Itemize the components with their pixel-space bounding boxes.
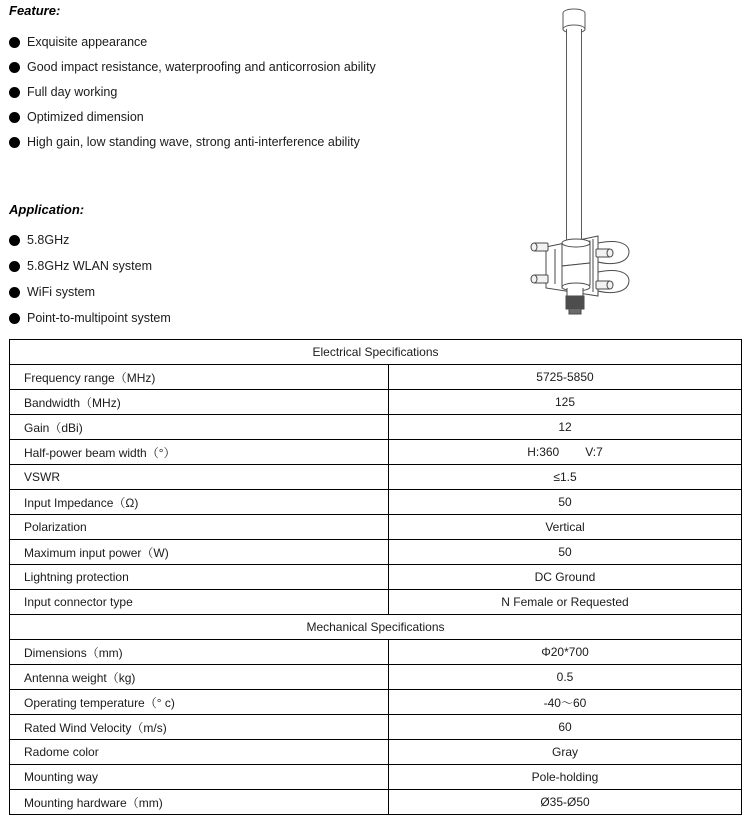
application-item — [9, 279, 171, 305]
product-overview-area — [0, 0, 750, 338]
mechanical-specifications-header-label: Mechanical Specifications — [10, 615, 742, 640]
spec-value-cell: 60 — [389, 715, 742, 740]
spec-value-cell: 5725-5850 — [389, 365, 742, 390]
spec-label-cell: Maximum input power（W) — [10, 540, 389, 565]
bullet-dot-icon — [9, 261, 20, 272]
spec-label-cell: Rated Wind Velocity（m/s) — [10, 715, 389, 740]
horizontal-beamwidth-value: H:360 — [527, 445, 560, 459]
table-row — [10, 365, 742, 390]
table-row — [10, 690, 742, 715]
spec-value-cell: 125 — [389, 390, 742, 415]
table-row — [10, 465, 742, 490]
feature-item-label: Good impact resistance, waterproofing and anticorrosion ability — [27, 60, 376, 75]
spec-label-cell: Antenna weight（kg) — [10, 665, 389, 690]
table-row — [10, 590, 742, 615]
antenna-radome-group — [563, 9, 585, 250]
spec-label-cell: Gain（dBi) — [10, 415, 389, 440]
spec-value-cell — [389, 440, 742, 465]
spec-value-cell: -40〜60 — [389, 690, 742, 715]
spec-value-cell: Gray — [389, 740, 742, 765]
feature-item — [9, 30, 376, 55]
table-row — [10, 490, 742, 515]
application-list — [9, 227, 171, 331]
table-row — [10, 540, 742, 565]
spec-value-cell: Ø35-Ø50 — [389, 790, 742, 815]
feature-list — [9, 30, 376, 155]
application-item — [9, 305, 171, 331]
bullet-dot-icon — [9, 137, 20, 148]
specifications-table — [9, 339, 742, 815]
spec-label-cell: Polarization — [10, 515, 389, 540]
table-row — [10, 765, 742, 790]
spec-label-cell: Bandwidth（MHz) — [10, 390, 389, 415]
spec-value-cell: DC Ground — [389, 565, 742, 590]
application-item-label: 5.8GHz — [27, 232, 70, 247]
spec-value-cell: 50 — [389, 540, 742, 565]
application-item — [9, 253, 171, 279]
feature-item — [9, 55, 376, 80]
spec-value-cell: 12 — [389, 415, 742, 440]
spec-label-cell: Input Impedance（Ω) — [10, 490, 389, 515]
spec-label-cell: Dimensions（mm) — [10, 640, 389, 665]
feature-item-label: Optimized dimension — [27, 110, 144, 125]
spec-label-cell: Operating temperature（° c) — [10, 690, 389, 715]
spec-label-cell: VSWR — [10, 465, 389, 490]
table-row — [10, 715, 742, 740]
application-item-label: Point-to-multipoint system — [27, 310, 171, 325]
antenna-product-image — [500, 0, 680, 330]
application-item-label: WiFi system — [27, 284, 96, 299]
feature-item — [9, 105, 376, 130]
table-row — [10, 640, 742, 665]
application-heading: Application: — [9, 202, 85, 217]
feature-item-label: High gain, low standing wave, strong anti-interference ability — [27, 135, 360, 150]
vertical-beamwidth-value: V:7 — [585, 445, 603, 459]
spec-value-cell: Vertical — [389, 515, 742, 540]
bullet-dot-icon — [9, 87, 20, 98]
feature-item-label: Exquisite appearance — [27, 35, 148, 50]
spec-value-cell: Pole-holding — [389, 765, 742, 790]
electrical-specifications-header — [10, 340, 742, 365]
bullet-dot-icon — [9, 62, 20, 73]
spec-value-cell: ≤1.5 — [389, 465, 742, 490]
feature-item — [9, 130, 376, 155]
table-row — [10, 665, 742, 690]
spec-value-cell: Φ20*700 — [389, 640, 742, 665]
application-item-label: 5.8GHz WLAN system — [27, 258, 153, 273]
feature-item — [9, 80, 376, 105]
pole-mount-bracket — [546, 236, 629, 296]
table-row — [10, 565, 742, 590]
table-row — [10, 515, 742, 540]
spec-label-cell: Radome color — [10, 740, 389, 765]
spec-label-cell: Input connector type — [10, 590, 389, 615]
spec-label-cell: Frequency range（MHz) — [10, 365, 389, 390]
table-row — [10, 415, 742, 440]
feature-heading: Feature: — [9, 3, 61, 18]
feature-item-label: Full day working — [27, 85, 118, 100]
spec-label-cell: Mounting way — [10, 765, 389, 790]
table-row — [10, 390, 742, 415]
table-row — [10, 790, 742, 815]
bullet-dot-icon — [9, 112, 20, 123]
bullet-dot-icon — [9, 313, 20, 324]
electrical-specifications-header-label: Electrical Specifications — [10, 340, 742, 365]
spec-value-cell: 50 — [389, 490, 742, 515]
spec-label-cell: Half-power beam width（°） — [10, 440, 389, 465]
application-item — [9, 227, 171, 253]
table-row — [10, 440, 742, 465]
mechanical-specifications-header — [10, 615, 742, 640]
bullet-dot-icon — [9, 287, 20, 298]
bullet-dot-icon — [9, 235, 20, 246]
spec-value-cell: N Female or Requested — [389, 590, 742, 615]
spec-label-cell: Lightning protection — [10, 565, 389, 590]
table-row — [10, 740, 742, 765]
spec-label-cell: Mounting hardware（mm) — [10, 790, 389, 815]
n-female-connector — [566, 288, 584, 314]
spec-value-cell: 0.5 — [389, 665, 742, 690]
bullet-dot-icon — [9, 37, 20, 48]
